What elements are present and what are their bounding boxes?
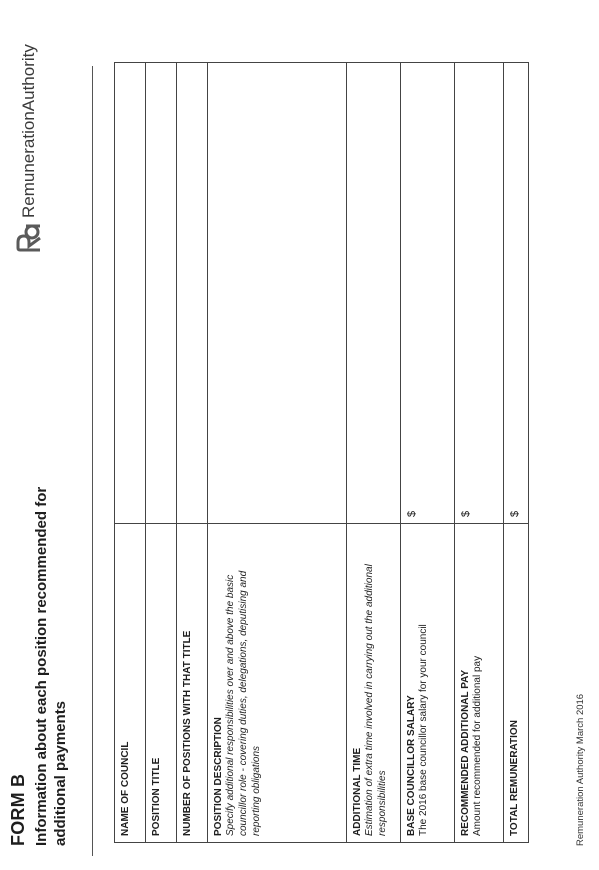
row-description: Estimation of extra time involved in carrying out the additional responsibilities — [364, 564, 388, 836]
row-label: RECOMMENDED ADDITIONAL PAY — [460, 669, 471, 836]
table-row — [401, 63, 455, 843]
row-label-cell — [504, 524, 529, 843]
row-label: ADDITIONAL TIME — [352, 747, 363, 836]
number-of-positions-field[interactable] — [177, 63, 208, 524]
row-label-cell — [347, 524, 401, 843]
row-description: Specify additional responsibilities over and above the basic councillor role - covering duties, delegations, deputising and reporting obligations — [225, 570, 262, 836]
position-title-field[interactable] — [146, 63, 177, 524]
recommended-pay-field[interactable] — [455, 63, 504, 524]
row-label: POSITION DESCRIPTION — [213, 717, 224, 836]
row-description: Amount recommended for additional pay — [472, 655, 483, 836]
row-label-cell — [455, 524, 504, 843]
row-label-cell — [208, 524, 347, 843]
row-label: NUMBER OF POSITIONS WITH THAT TITLE — [182, 630, 193, 836]
base-salary-field[interactable] — [401, 63, 455, 524]
row-label-cell — [401, 524, 455, 843]
remuneration-authority-logo — [16, 44, 42, 252]
row-label: TOTAL REMUNERATION — [509, 720, 520, 836]
form-label: FORM B — [8, 773, 28, 846]
page-footer: Remuneration Authority March 2016 — [575, 693, 586, 846]
header-divider — [92, 66, 93, 856]
ra-logo-icon — [16, 224, 42, 252]
table-row — [347, 63, 401, 843]
table-row — [115, 63, 146, 843]
row-label: BASE COUNCILLOR SALARY — [406, 695, 417, 836]
currency-symbol: $ — [460, 510, 472, 517]
currency-symbol: $ — [509, 510, 521, 517]
form-table — [114, 62, 529, 843]
table-row — [177, 63, 208, 843]
row-label: POSITION TITLE — [151, 757, 162, 836]
page-title: Information about each position recommended for additional payments — [33, 486, 69, 846]
row-label-cell — [146, 524, 177, 843]
logo-text: RemunerationAuthority — [19, 44, 38, 218]
row-description: The 2016 base councillor salary for your council — [418, 624, 429, 836]
table-row — [455, 63, 504, 843]
row-label-cell — [115, 524, 146, 843]
table-row — [504, 63, 529, 843]
table-row — [146, 63, 177, 843]
table-row — [208, 63, 347, 843]
name-of-council-field[interactable] — [115, 63, 146, 524]
row-label: NAME OF COUNCIL — [120, 741, 131, 836]
total-remuneration-field[interactable] — [504, 63, 529, 524]
currency-symbol: $ — [406, 510, 418, 517]
additional-time-field[interactable] — [347, 63, 401, 524]
row-label-cell — [177, 524, 208, 843]
position-description-field[interactable] — [208, 63, 347, 524]
